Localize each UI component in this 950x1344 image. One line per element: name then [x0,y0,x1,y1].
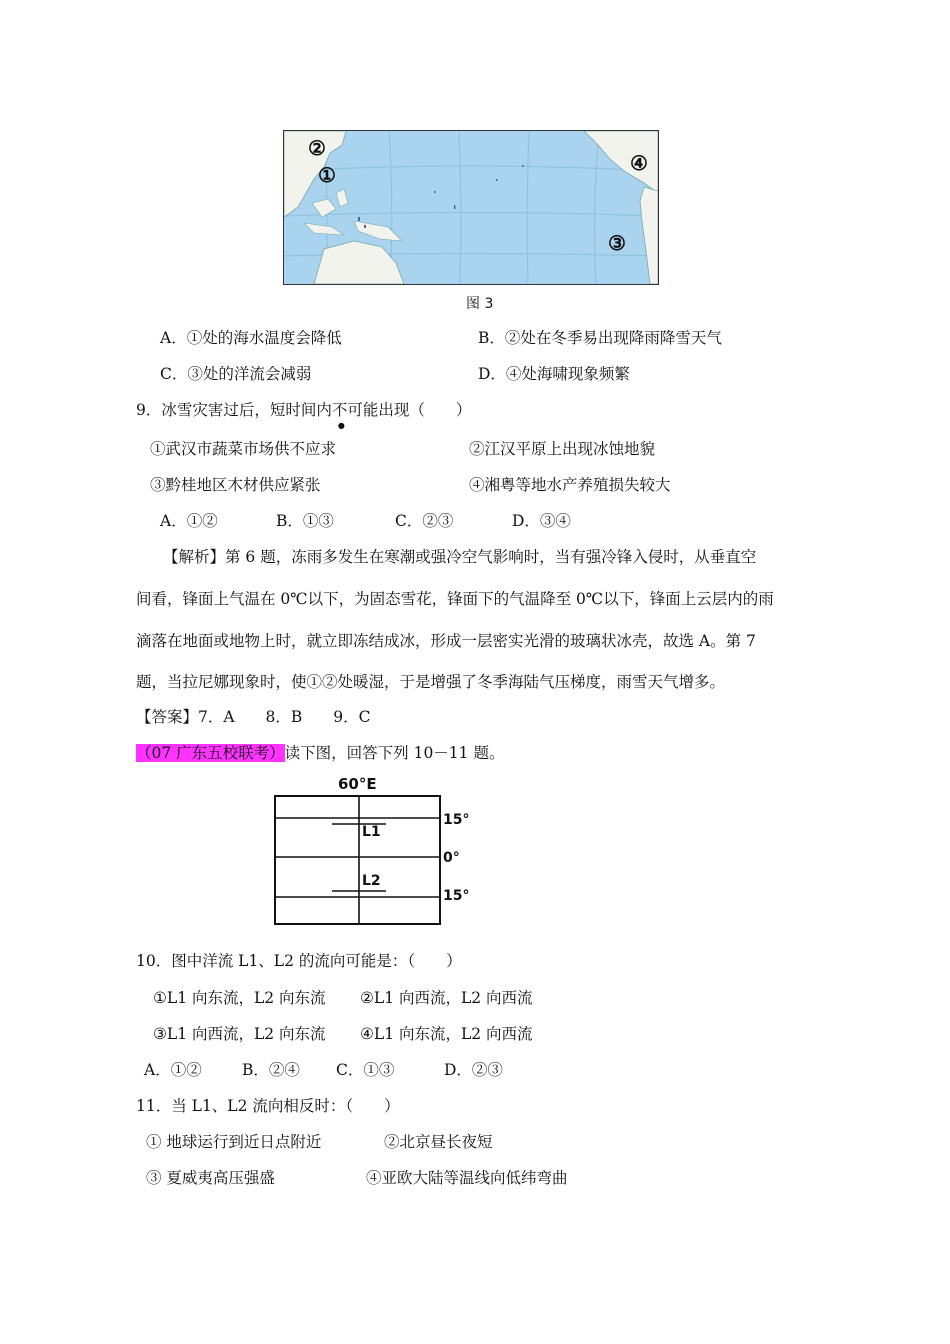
q11-item-1: ① 地球运行到近日点附近 [146,1133,322,1151]
q9-stem-em-text: 不 [331,401,348,419]
q11-stem: 11．当 L1、L2 流向相反时：（ ） [136,1097,400,1115]
q8-option-d: D．④处海啸现象频繁 [478,365,630,383]
figure-caption: 图 3 [466,296,494,312]
lat-0: 0° [443,850,460,866]
marker-3: ③ [608,231,626,255]
source-tag: （07 广东五校联考） [136,744,285,762]
q9-option-b: B．①③ [276,512,334,530]
analysis-line-2: 间看，锋面上气温在 0℃以下，为固态雪花，锋面下的气温降至 0℃以下，锋面上云层内的雨 [136,590,774,608]
q10-item-2: ②L1 向西流，L2 向西流 [360,989,533,1007]
q9-item-4: ④湘粤等地水产养殖损失较大 [469,476,671,494]
q9-item-1: ①武汉市蔬菜市场供不应求 [150,440,337,458]
analysis-line-1: 【解析】第 6 题，冻雨多发生在寒潮或强冷空气影响时，当有强冷锋入侵时，从垂直空 [163,548,757,566]
label-l1: L1 [362,824,381,840]
q11-item-3: ③ 夏威夷高压强盛 [146,1169,275,1187]
source-line [136,741,504,763]
q8-option-c: C．③处的洋流会减弱 [160,365,312,383]
q9-stem-emphasis [331,401,348,430]
answer-line: 【答案】7．A 8．B 9．C [136,708,371,726]
analysis-line-4: 题，当拉尼娜现象时，使①②处暖湿，于是增强了冬季海陆气压梯度，雨雪天气增多。 [136,673,726,691]
pacific-map [283,130,659,285]
lat-15s: 15° [443,888,470,904]
grid-lines [276,797,439,923]
q9-stem-pre: 9．冰雪灾害过后，短时间内 [136,401,332,419]
q8-option-b: B．②处在冬季易出现降雨降雪天气 [478,329,722,347]
q10-item-1: ①L1 向东流，L2 向东流 [153,989,326,1007]
q9-item-2: ②江汉平原上出现冰蚀地貌 [469,440,656,458]
q9-item-3: ③黔桂地区木材供应紧张 [150,476,321,494]
marker-2: ② [308,136,326,160]
lat-15n: 15° [443,812,470,828]
q11-item-2: ②北京昼长夜短 [384,1133,493,1151]
emphasis-dot-icon: ● [337,421,345,430]
q10-option-b: B．②④ [242,1061,300,1079]
q8-option-a: A．①处的海水温度会降低 [160,329,342,347]
q10-option-c: C．①③ [336,1061,395,1079]
marker-4: ④ [630,151,648,175]
q10-stem: 10．图中洋流 L1、L2 的流向可能是：（ ） [136,952,462,970]
q9-option-a: A．①② [160,512,218,530]
q9-option-c: C．②③ [395,512,454,530]
q10-item-3: ③L1 向西流，L2 向东流 [153,1025,326,1043]
map-drawing [284,131,658,284]
q10-item-4: ④L1 向东流，L2 向西流 [360,1025,533,1043]
q9-option-d: D．③④ [512,512,571,530]
label-l2: L2 [362,873,381,889]
q9-stem-post: 可能出现（ ） [347,401,472,419]
q11-item-4: ④亚欧大陆等温线向低纬弯曲 [366,1169,568,1187]
q9-stem [136,398,472,430]
marker-1: ① [318,163,336,187]
analysis-line-3: 滴落在地面或地物上时，就立即冻结成冰，形成一层密实光滑的玻璃状冰壳，故选 A。第 7 [136,632,756,650]
q10-option-d: D．②③ [444,1061,503,1079]
grid-top-label: 60°E [338,775,377,793]
q10-option-a: A．①② [144,1061,202,1079]
source-text: 读下图，回答下列 10－11 题。 [284,744,505,762]
grid-figure [274,795,441,925]
